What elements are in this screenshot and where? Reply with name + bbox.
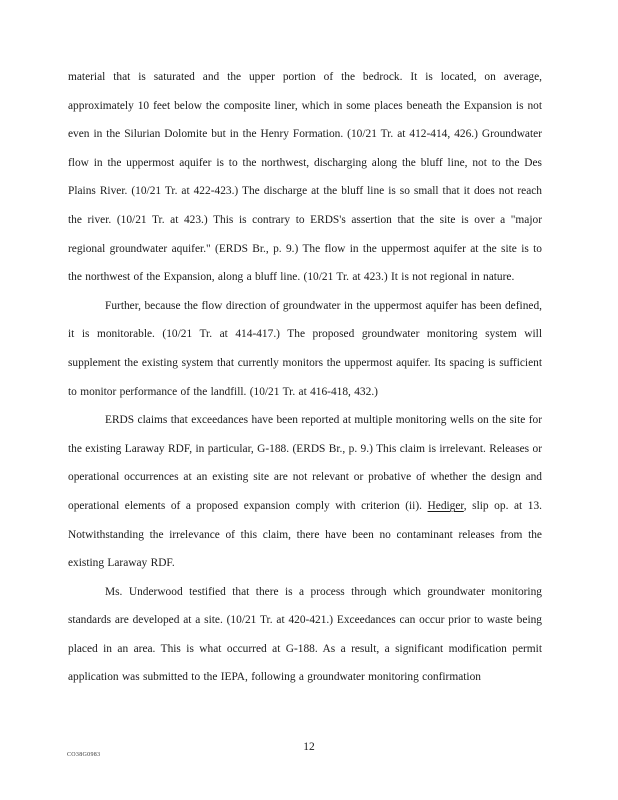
paragraph-text: , slip op. at 13. Notwithstanding the irrelevance of this claim, there have been no contaminant releases from the existing Laraway RDF.	[68, 499, 542, 570]
paragraph-text: Further, because the flow direction of groundwater in the uppermost aquifer has been defined, it is monitorable. (10/21 Tr. at 414-417.) The proposed groundwater monitoring system will supplement the existing system that currently monitors the uppermost aquifer. Its spacing is sufficient to monitor performance of the landfill. (10/21 Tr. at 416-418, 432.)	[68, 299, 542, 398]
paragraph-text: material that is saturated and the upper portion of the bedrock. It is located, on average, approximately 10 feet below the composite liner, which in some places beneath the Expansion is not even in the Silurian Dolomite but in the Henry Formation. (10/21 Tr. at 412-414, 426.) Groundwater flow in the uppermost aquifer is to the northwest, discharging along the bluff line, not to the Des Plains River. (10/21 Tr. at 422-423.) The discharge at the bluff line is so small that it does not reach the river. (10/21 Tr. at 423.) This is contrary to ERDS's assertion that the site is over a "major regional groundwater aquifer." (ERDS Br., p. 9.) The flow in the uppermost aquifer at the site is to the northwest of the Expansion, along a bluff line. (10/21 Tr. at 423.) It is not regional in nature.	[68, 71, 542, 284]
paragraph	[68, 578, 542, 692]
paragraph-text: ERDS claims that exceedances have been reported at multiple monitoring wells on the site for the existing Laraway RDF, in particular, G-188. (ERDS Br., p. 9.) This claim is irrelevant. Releases or operational occurrences at an existing site are not relevant or probative of whether the design and operational elements of a proposed expansion comply with criterion (ii).	[68, 414, 542, 512]
paragraph	[68, 292, 542, 406]
page-number: 12	[303, 741, 315, 753]
case-citation-link[interactable]: Hediger	[427, 499, 464, 512]
paragraph-text: Ms. Underwood testified that there is a process through which groundwater monitoring standards are developed at a site. (10/21 Tr. at 420-421.) Exceedances can occur prior to waste being placed in an area. This is what occurred at G-188. As a result, a significant modification permit application was submitted to the IEPA, following a groundwater monitoring confirmation	[68, 585, 542, 684]
body-text	[68, 63, 542, 692]
paragraph	[68, 63, 542, 292]
paragraph	[68, 406, 542, 578]
document-id: CO38G0983	[67, 752, 101, 758]
